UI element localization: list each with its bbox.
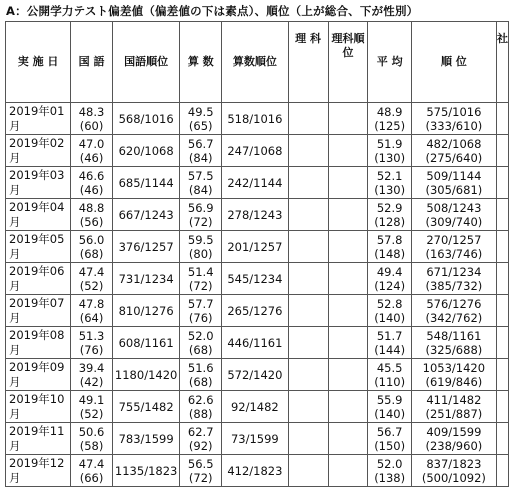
average-raw-score: (130) — [374, 182, 406, 197]
sansu-rank-cell: 545/1234 — [222, 263, 288, 295]
average-deviation: 55.9 — [376, 392, 403, 407]
date-cell — [6, 231, 71, 263]
header-rika-rank: 理科順 位 — [328, 22, 368, 103]
kokugo-raw-score: (76) — [79, 342, 104, 357]
header-rank: 順 位 — [411, 22, 496, 103]
header-average: 平 均 — [368, 22, 411, 103]
kokugo-deviation: 48.3 — [78, 104, 105, 119]
sansu-rank-cell: 278/1243 — [222, 199, 288, 231]
average-raw-score: (148) — [374, 246, 406, 261]
table-row — [6, 135, 509, 167]
extra-cell — [496, 359, 508, 391]
date-cell — [6, 199, 71, 231]
date-month-suffix: 月 — [9, 182, 21, 197]
sansu-cell — [180, 135, 222, 167]
date-month-suffix: 月 — [9, 246, 21, 261]
rank-gender: (342/762) — [425, 310, 483, 325]
rank-cell — [411, 103, 496, 135]
header-sansu-rank: 算数順位 — [222, 22, 288, 103]
rank-cell — [411, 359, 496, 391]
kokugo-cell — [71, 295, 113, 327]
date-cell — [6, 423, 71, 455]
average-deviation: 48.9 — [376, 104, 403, 119]
average-deviation: 57.8 — [376, 232, 403, 247]
extra-cell — [496, 455, 508, 487]
average-raw-score: (124) — [374, 278, 406, 293]
date-month-suffix: 月 — [9, 310, 21, 325]
rank-total: 508/1243 — [426, 200, 482, 215]
average-cell — [368, 455, 411, 487]
average-deviation: 52.1 — [376, 168, 403, 183]
sansu-cell — [180, 295, 222, 327]
sansu-rank-cell: 242/1144 — [222, 167, 288, 199]
header-rika: 理 科 — [288, 22, 328, 103]
rika-rank-cell — [328, 455, 368, 487]
kokugo-deviation: 56.0 — [78, 232, 105, 247]
kokugo-raw-score: (56) — [79, 214, 104, 229]
table-row — [6, 103, 509, 135]
sansu-rank-cell: 201/1257 — [222, 231, 288, 263]
rika-rank-cell — [328, 327, 368, 359]
average-cell — [368, 423, 411, 455]
kokugo-raw-score: (66) — [79, 470, 104, 485]
rank-cell — [411, 295, 496, 327]
header-kokugo: 国 語 — [71, 22, 113, 103]
date-cell — [6, 391, 71, 423]
average-cell — [368, 199, 411, 231]
table-row — [6, 455, 509, 487]
kokugo-deviation: 39.4 — [78, 360, 105, 375]
sansu-deviation: 52.0 — [187, 328, 214, 343]
rika-rank-cell — [328, 423, 368, 455]
kokugo-deviation: 51.3 — [78, 328, 105, 343]
kokugo-raw-score: (46) — [79, 182, 104, 197]
sansu-deviation: 56.5 — [187, 456, 214, 471]
rank-total: 509/1144 — [426, 168, 482, 183]
kokugo-rank-cell: 731/1234 — [112, 263, 179, 295]
kokugo-rank-cell: 685/1144 — [112, 167, 179, 199]
date-month-suffix: 月 — [9, 278, 21, 293]
average-deviation: 52.9 — [376, 200, 403, 215]
date-month-suffix: 月 — [9, 438, 21, 453]
kokugo-deviation: 49.1 — [78, 392, 105, 407]
date-cell — [6, 359, 71, 391]
sansu-cell — [180, 231, 222, 263]
sansu-rank-cell: 92/1482 — [222, 391, 288, 423]
sansu-deviation: 51.4 — [187, 264, 214, 279]
rika-cell — [288, 103, 328, 135]
table-row — [6, 423, 509, 455]
rank-cell — [411, 423, 496, 455]
average-deviation: 56.7 — [376, 424, 403, 439]
kokugo-rank-cell: 755/1482 — [112, 391, 179, 423]
table-row — [6, 167, 509, 199]
average-raw-score: (138) — [374, 470, 406, 485]
sansu-rank-cell: 412/1823 — [222, 455, 288, 487]
sansu-deviation: 59.5 — [187, 232, 214, 247]
date-month-suffix: 月 — [9, 214, 21, 229]
sansu-cell — [180, 167, 222, 199]
table-row — [6, 327, 509, 359]
average-deviation: 51.7 — [376, 328, 403, 343]
kokugo-deviation: 47.4 — [78, 456, 105, 471]
kokugo-deviation: 50.6 — [78, 424, 105, 439]
date-cell — [6, 295, 71, 327]
average-raw-score: (140) — [374, 310, 406, 325]
average-raw-score: (110) — [374, 374, 406, 389]
date-cell — [6, 103, 71, 135]
header-date: 実 施 日 — [6, 22, 71, 103]
rank-total: 270/1257 — [426, 232, 482, 247]
extra-cell — [496, 295, 508, 327]
sansu-rank-cell: 572/1420 — [222, 359, 288, 391]
rank-gender: (325/688) — [425, 342, 483, 357]
sansu-raw-score: (84) — [188, 150, 213, 165]
rika-rank-cell — [328, 359, 368, 391]
date-month-suffix: 月 — [9, 406, 21, 421]
sansu-cell — [180, 391, 222, 423]
header-sansu: 算 数 — [180, 22, 222, 103]
rank-total: 409/1599 — [426, 424, 482, 439]
average-cell — [368, 359, 411, 391]
kokugo-rank-cell: 810/1276 — [112, 295, 179, 327]
sansu-deviation: 49.5 — [187, 104, 214, 119]
rank-cell — [411, 199, 496, 231]
date-month-suffix: 月 — [9, 342, 21, 357]
extra-cell — [496, 103, 508, 135]
rank-cell — [411, 455, 496, 487]
extra-cell — [496, 199, 508, 231]
sansu-cell — [180, 359, 222, 391]
sansu-raw-score: (84) — [188, 182, 213, 197]
kokugo-deviation: 46.6 — [78, 168, 105, 183]
rank-gender: (619/846) — [425, 374, 483, 389]
date-year-month: 2019年10 — [9, 391, 65, 406]
date-month-suffix: 月 — [9, 470, 21, 485]
rank-gender: (305/681) — [425, 182, 483, 197]
kokugo-cell — [71, 135, 113, 167]
date-cell — [6, 263, 71, 295]
rika-cell — [288, 135, 328, 167]
table-row — [6, 295, 509, 327]
date-year-month: 2019年12 — [9, 455, 65, 470]
rika-cell — [288, 455, 328, 487]
rika-cell — [288, 263, 328, 295]
rank-total: 411/1482 — [426, 392, 482, 407]
kokugo-raw-score: (68) — [79, 246, 104, 261]
average-deviation: 51.9 — [376, 136, 403, 151]
kokugo-rank-cell: 568/1016 — [112, 103, 179, 135]
date-month-suffix: 月 — [9, 150, 21, 165]
average-cell — [368, 135, 411, 167]
extra-cell — [496, 263, 508, 295]
kokugo-rank-cell: 608/1161 — [112, 327, 179, 359]
kokugo-cell — [71, 231, 113, 263]
header-row — [6, 22, 509, 103]
kokugo-cell — [71, 423, 113, 455]
average-raw-score: (128) — [374, 214, 406, 229]
sansu-cell — [180, 455, 222, 487]
table-row — [6, 359, 509, 391]
average-cell — [368, 391, 411, 423]
rika-cell — [288, 423, 328, 455]
kokugo-rank-cell: 667/1243 — [112, 199, 179, 231]
extra-cell — [496, 135, 508, 167]
kokugo-cell — [71, 391, 113, 423]
average-raw-score: (144) — [374, 342, 406, 357]
sansu-raw-score: (76) — [188, 310, 213, 325]
kokugo-rank-cell: 783/1599 — [112, 423, 179, 455]
table-caption: A：公開学力テスト偏差値（偏差値の下は素点）、順位（上が総合、下が性別） — [6, 4, 419, 18]
sansu-cell — [180, 327, 222, 359]
average-deviation: 45.5 — [376, 360, 403, 375]
rika-cell — [288, 359, 328, 391]
rank-cell — [411, 231, 496, 263]
extra-cell — [496, 423, 508, 455]
kokugo-cell — [71, 359, 113, 391]
date-year-month: 2019年11 — [9, 423, 65, 438]
date-year-month: 2019年07 — [9, 295, 65, 310]
date-year-month: 2019年08 — [9, 327, 65, 342]
sansu-rank-cell: 247/1068 — [222, 135, 288, 167]
rank-gender: (500/1092) — [421, 470, 486, 485]
kokugo-raw-score: (58) — [79, 438, 104, 453]
average-cell — [368, 263, 411, 295]
rank-total: 548/1161 — [426, 328, 482, 343]
extra-cell — [496, 327, 508, 359]
sansu-raw-score: (80) — [188, 246, 213, 261]
rika-cell — [288, 199, 328, 231]
rika-cell — [288, 327, 328, 359]
average-cell — [368, 327, 411, 359]
kokugo-rank-cell: 1135/1823 — [112, 455, 179, 487]
kokugo-cell — [71, 263, 113, 295]
sansu-raw-score: (65) — [188, 118, 213, 133]
kokugo-cell — [71, 455, 113, 487]
rank-cell — [411, 263, 496, 295]
rank-gender: (385/732) — [425, 278, 483, 293]
test-results-table — [5, 21, 509, 487]
kokugo-rank-cell: 1180/1420 — [112, 359, 179, 391]
sansu-rank-cell: 265/1276 — [222, 295, 288, 327]
rika-rank-cell — [328, 263, 368, 295]
extra-cell — [496, 167, 508, 199]
rank-gender: (251/887) — [425, 406, 483, 421]
date-cell — [6, 455, 71, 487]
sansu-rank-cell: 73/1599 — [222, 423, 288, 455]
rank-gender: (163/746) — [425, 246, 483, 261]
rank-gender: (238/960) — [425, 438, 483, 453]
sansu-cell — [180, 263, 222, 295]
kokugo-deviation: 47.8 — [78, 296, 105, 311]
sansu-deviation: 56.7 — [187, 136, 214, 151]
sansu-rank-cell: 446/1161 — [222, 327, 288, 359]
header-extra: 社 — [496, 22, 508, 103]
rika-rank-cell — [328, 231, 368, 263]
rank-cell — [411, 135, 496, 167]
rank-gender: (333/610) — [425, 118, 483, 133]
kokugo-raw-score: (52) — [79, 278, 104, 293]
rika-rank-cell — [328, 199, 368, 231]
rank-cell — [411, 167, 496, 199]
rika-rank-cell — [328, 295, 368, 327]
sansu-raw-score: (72) — [188, 214, 213, 229]
kokugo-deviation: 47.4 — [78, 264, 105, 279]
rank-gender: (309/740) — [425, 214, 483, 229]
sansu-deviation: 57.7 — [187, 296, 214, 311]
rika-rank-cell — [328, 167, 368, 199]
rank-total: 837/1823 — [426, 456, 482, 471]
sansu-deviation: 56.9 — [187, 200, 214, 215]
kokugo-raw-score: (46) — [79, 150, 104, 165]
date-cell — [6, 135, 71, 167]
average-deviation: 52.8 — [376, 296, 403, 311]
rank-gender: (275/640) — [425, 150, 483, 165]
kokugo-cell — [71, 103, 113, 135]
rank-total: 1053/1420 — [422, 360, 486, 375]
sansu-raw-score: (72) — [188, 278, 213, 293]
kokugo-cell — [71, 167, 113, 199]
sansu-cell — [180, 103, 222, 135]
sansu-raw-score: (92) — [188, 438, 213, 453]
date-year-month: 2019年01 — [9, 103, 65, 118]
header-kokugo-rank: 国語順位 — [112, 22, 179, 103]
sansu-deviation: 62.7 — [187, 424, 214, 439]
average-deviation: 52.0 — [376, 456, 403, 471]
rank-total: 575/1016 — [426, 104, 482, 119]
date-year-month: 2019年06 — [9, 263, 65, 278]
rank-cell — [411, 391, 496, 423]
date-cell — [6, 167, 71, 199]
date-year-month: 2019年05 — [9, 231, 65, 246]
kokugo-deviation: 47.0 — [78, 136, 105, 151]
kokugo-rank-cell: 376/1257 — [112, 231, 179, 263]
sansu-raw-score: (68) — [188, 374, 213, 389]
rika-rank-cell — [328, 391, 368, 423]
rank-total: 576/1276 — [426, 296, 482, 311]
average-cell — [368, 231, 411, 263]
table-row — [6, 231, 509, 263]
date-month-suffix: 月 — [9, 118, 21, 133]
sansu-raw-score: (72) — [188, 470, 213, 485]
sansu-rank-cell: 518/1016 — [222, 103, 288, 135]
table-row — [6, 391, 509, 423]
rank-total: 671/1234 — [426, 264, 482, 279]
rika-cell — [288, 231, 328, 263]
average-raw-score: (125) — [374, 118, 406, 133]
kokugo-rank-cell: 620/1068 — [112, 135, 179, 167]
rika-cell — [288, 391, 328, 423]
kokugo-cell — [71, 327, 113, 359]
average-cell — [368, 103, 411, 135]
rika-rank-cell — [328, 135, 368, 167]
rika-rank-cell — [328, 103, 368, 135]
extra-cell — [496, 391, 508, 423]
average-cell — [368, 167, 411, 199]
date-month-suffix: 月 — [9, 374, 21, 389]
sansu-deviation: 62.6 — [187, 392, 214, 407]
sansu-cell — [180, 199, 222, 231]
sansu-deviation: 57.5 — [187, 168, 214, 183]
average-cell — [368, 295, 411, 327]
rank-cell — [411, 327, 496, 359]
sansu-deviation: 51.6 — [187, 360, 214, 375]
rank-total: 482/1068 — [426, 136, 482, 151]
kokugo-deviation: 48.8 — [78, 200, 105, 215]
kokugo-raw-score: (42) — [79, 374, 104, 389]
sansu-raw-score: (68) — [188, 342, 213, 357]
average-raw-score: (130) — [374, 150, 406, 165]
date-year-month: 2019年03 — [9, 167, 65, 182]
date-cell — [6, 327, 71, 359]
kokugo-raw-score: (52) — [79, 406, 104, 421]
table-row — [6, 199, 509, 231]
kokugo-raw-score: (64) — [79, 310, 104, 325]
kokugo-cell — [71, 199, 113, 231]
date-year-month: 2019年04 — [9, 199, 65, 214]
sansu-cell — [180, 423, 222, 455]
sansu-raw-score: (88) — [188, 406, 213, 421]
average-raw-score: (140) — [374, 406, 406, 421]
average-raw-score: (150) — [374, 438, 406, 453]
table-row — [6, 263, 509, 295]
date-year-month: 2019年09 — [9, 359, 65, 374]
extra-cell — [496, 231, 508, 263]
kokugo-raw-score: (60) — [79, 118, 104, 133]
date-year-month: 2019年02 — [9, 135, 65, 150]
rika-cell — [288, 295, 328, 327]
rika-cell — [288, 167, 328, 199]
average-deviation: 49.4 — [376, 264, 403, 279]
